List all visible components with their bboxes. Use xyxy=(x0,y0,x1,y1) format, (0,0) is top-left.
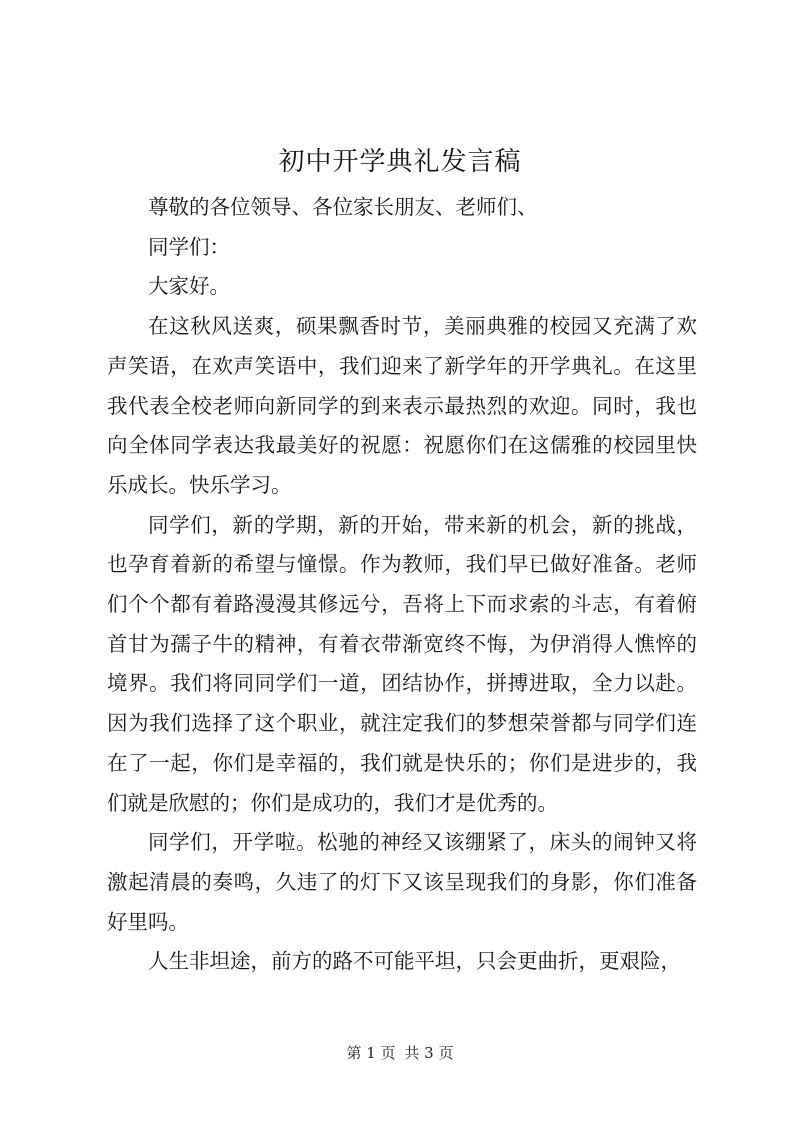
paragraph: 同学们，新的学期，新的开始，带来新的机会，新的挑战，也孕育着新的希望与憧憬。作为教师，我们早已做好准备。老师们个个都有着路漫漫其修远兮，吾将上下而求索的斗志，有着俯首甘为孺子牛的精神，有着衣带渐宽终不悔，为伊消得人憔悴的境界。我们将同同学们一道，团结协作，拼搏进取，全力以赴。因为我们选择了这个职业，就注定我们的梦想荣誉都与同学们连在了一起，你们是幸福的，我们就是快乐的；你们是进步的，我们就是欣慰的；你们是成功的，我们才是优秀的。 xyxy=(107,512,697,815)
page-total: 共 3 页 xyxy=(404,1044,454,1062)
page-number: 第 1 页 xyxy=(346,1044,396,1062)
greeting-line: 大家好。 xyxy=(148,274,230,299)
salutation-line: 尊敬的各位领导、各位家长朋友、老师们、 xyxy=(148,195,538,219)
paragraph: 在这秋风送爽，硕果飘香时节，美丽典雅的校园又充满了欢声笑语，在欢声笑语中，我们迎来了新学年的开学典礼。在这里我代表全校老师向新同学的到来表示最热烈的欢迎。同时，我也向全体同学表达我最美好的祝愿：祝愿你们在这儒雅的校园里快乐成长。快乐学习。 xyxy=(107,314,697,497)
paragraph: 人生非坦途，前方的路不可能平坦，只会更曲折，更艰险， xyxy=(148,949,681,974)
salutation-line-2: 同学们： xyxy=(148,234,230,259)
document-body xyxy=(107,188,697,982)
paragraph: 同学们，开学啦。松驰的神经又该绷紧了，床头的闹钟又将激起清晨的奏鸣，久违了的灯下又该呈现我们的身影，你们准备好里吗。 xyxy=(107,830,697,934)
page-footer xyxy=(0,1043,800,1063)
document-title: 初中开学典礼发言稿 xyxy=(278,147,522,177)
